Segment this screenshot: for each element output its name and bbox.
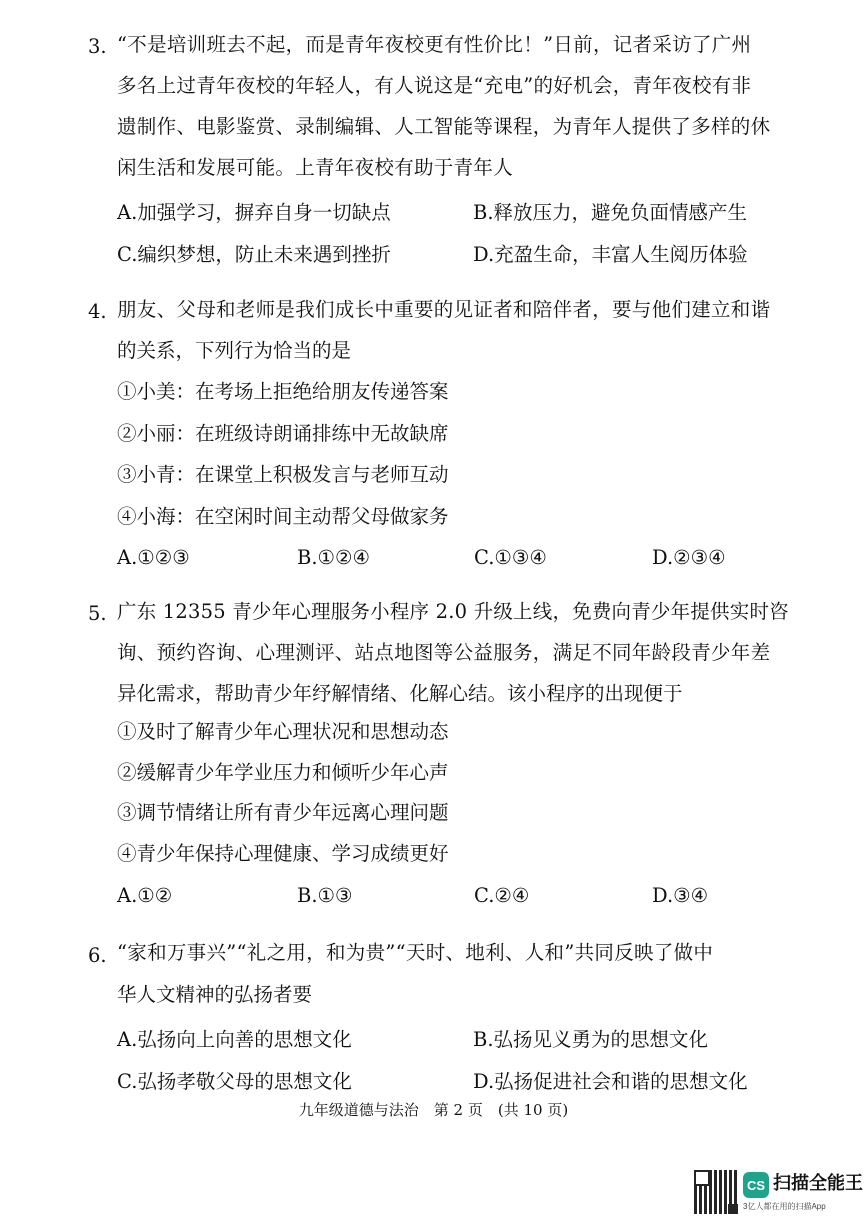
question-4-item-4: ④小海：在空闲时间主动帮父母做家务	[117, 505, 449, 528]
question-5-item-3: ③调节情绪让所有青少年远离心理问题	[117, 801, 449, 824]
question-3-option-b: B.释放压力，避免负面情感产生	[473, 201, 748, 224]
question-5-item-4: ④青少年保持心理健康、学习成绩更好	[117, 842, 449, 865]
question-4-option-c: C.①③④	[474, 546, 547, 569]
question-4-option-b: B.①②④	[297, 546, 370, 569]
question-4-line-2: 的关系，下列行为恰当的是	[117, 339, 352, 362]
question-3-line-4: 闲生活和发展可能。上青年夜校有助于青年人	[117, 156, 514, 179]
question-6-number: 6.	[88, 944, 107, 967]
question-4-item-1: ①小美：在考场上拒绝给朋友传递答案	[117, 380, 449, 403]
question-3-line-3: 遗制作、电影鉴赏、录制编辑、人工智能等课程，为青年人提供了多样的休	[117, 115, 771, 138]
question-6-option-d: D.弘扬促进社会和谐的思想文化	[473, 1070, 748, 1093]
question-3-line-2: 多名上过青年夜校的年轻人，有人说这是“充电”的好机会，青年夜校有非	[117, 74, 752, 97]
question-4-item-3: ③小青：在课堂上积极发言与老师互动	[117, 463, 449, 486]
question-4-option-a: A.①②③	[117, 546, 190, 569]
question-3-option-c: C.编织梦想，防止未来遇到挫折	[117, 243, 391, 266]
question-5-number: 5.	[88, 602, 107, 625]
question-4-number: 4.	[88, 300, 107, 323]
question-5-option-d: D.③④	[652, 884, 709, 907]
question-5-option-a: A.①②	[117, 884, 173, 907]
question-5-option-b: B.①③	[297, 884, 353, 907]
question-4-item-2: ②小丽：在班级诗朗诵排练中无故缺席	[117, 422, 449, 445]
qr-code-icon	[694, 1170, 738, 1214]
page-footer: 九年级道德与法治 第 2 页 (共 10 页)	[298, 1101, 569, 1119]
question-5-item-1: ①及时了解青少年心理状况和思想动态	[117, 720, 449, 743]
question-6-line-2: 华人文精神的弘扬者要	[117, 983, 313, 1006]
question-3-line-1: “不是培训班去不起，而是青年夜校更有性价比！”日前，记者采访了广州	[117, 33, 752, 56]
question-6-line-1: “家和万事兴”“礼之用，和为贵”“天时、地利、人和”共同反映了做中	[117, 941, 714, 964]
question-5-line-3: 异化需求，帮助青少年纾解情绪、化解心结。该小程序的出现便于	[117, 682, 683, 705]
question-6-option-b: B.弘扬见义勇为的思想文化	[473, 1028, 709, 1051]
question-3-option-d: D.充盈生命，丰富人生阅历体验	[473, 243, 748, 266]
question-5-line-1: 广东 12355 青少年心理服务小程序 2.0 升级上线，免费向青少年提供实时咨	[117, 600, 789, 623]
camscanner-logo-icon: CS	[743, 1172, 769, 1198]
question-3-number: 3.	[88, 35, 107, 58]
question-5-option-c: C.②④	[474, 884, 530, 907]
question-3-option-a: A.加强学习，摒弃自身一切缺点	[117, 201, 391, 224]
question-6-option-c: C.弘扬孝敬父母的思想文化	[117, 1070, 352, 1093]
camscanner-tagline: 3亿人都在用的扫描App	[743, 1202, 826, 1211]
question-4-line-1: 朋友、父母和老师是我们成长中重要的见证者和陪伴者，要与他们建立和谐	[117, 298, 771, 321]
question-5-item-2: ②缓解青少年学业压力和倾听少年心声	[117, 761, 449, 784]
camscanner-app-name: 扫描全能王	[773, 1173, 863, 1193]
question-6-option-a: A.弘扬向上向善的思想文化	[117, 1028, 352, 1051]
question-4-option-d: D.②③④	[652, 546, 726, 569]
question-5-line-2: 询、预约咨询、心理测评、站点地图等公益服务，满足不同年龄段青少年差	[117, 641, 771, 664]
